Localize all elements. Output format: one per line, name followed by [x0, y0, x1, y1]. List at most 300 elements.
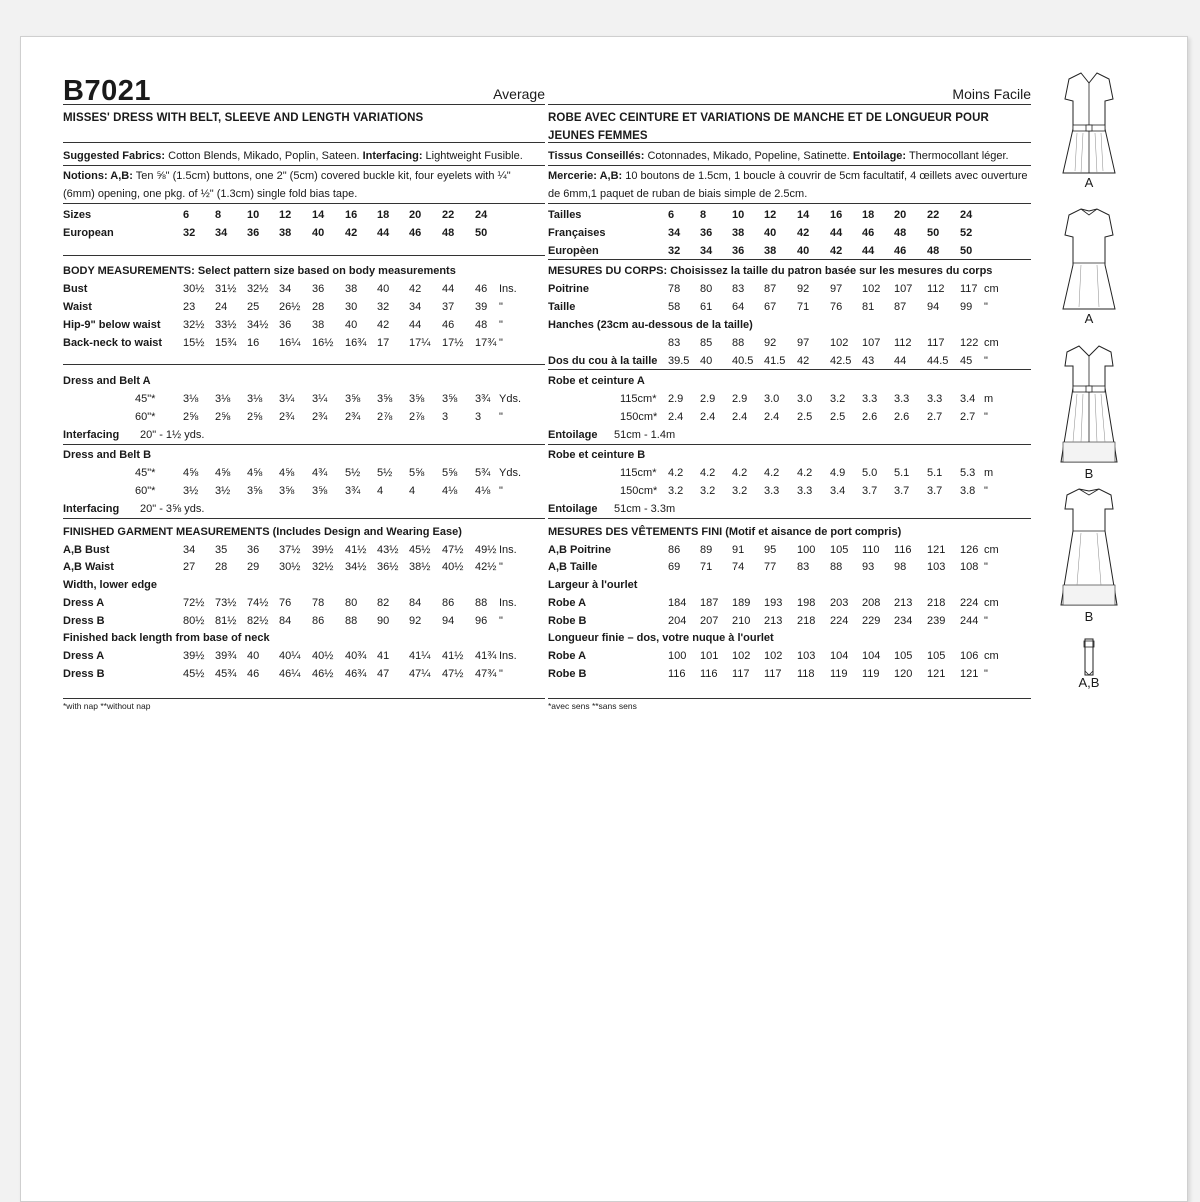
table-cell: 3 [442, 411, 449, 423]
table-cell: 92 [409, 615, 422, 627]
section-title: Finished back length from base of neck [63, 632, 270, 644]
divider [63, 203, 545, 204]
table-cell: 34 [409, 301, 422, 313]
table-cell: 39 [475, 301, 488, 313]
body-row-bust [548, 280, 1031, 298]
fabric-width-label: 60"* [135, 485, 156, 497]
table-cell: 47½ [442, 668, 464, 680]
table-cell: 2⅞ [409, 411, 425, 423]
table-cell: 40½ [312, 650, 334, 662]
unit-label: " [499, 301, 503, 313]
divider [548, 698, 1031, 699]
interfacing-value: 20" - 1½ yds. [140, 429, 205, 441]
table-cell: 18 [862, 209, 875, 221]
table-cell: 4⅝ [279, 467, 295, 479]
unit-label: " [499, 411, 503, 423]
divider [63, 444, 545, 445]
table-cell: 48 [894, 227, 907, 239]
table-cell: 82½ [247, 615, 269, 627]
section-title: Hanches (23cm au-dessous de la taille) [548, 319, 753, 331]
table-cell: 116 [700, 668, 718, 680]
illustration-caption: A [1084, 175, 1094, 190]
table-cell: 3.2 [668, 485, 684, 497]
section-title: Width, lower edge [63, 579, 158, 591]
table-cell: 32 [668, 245, 681, 257]
hip-title [548, 316, 1031, 334]
table-cell: 87 [764, 283, 777, 295]
table-cell: 117 [960, 283, 978, 295]
european-sizes-row [63, 224, 545, 242]
row-label: A,B Taille [548, 561, 598, 573]
length-dress-a-row [63, 647, 545, 665]
table-cell: 121 [927, 668, 946, 680]
table-cell: 38 [764, 245, 777, 257]
table-cell: 116 [894, 544, 912, 556]
row-label: A,B Bust [63, 544, 110, 556]
notions-label: Notions: A,B: [63, 170, 133, 182]
table-cell: 96 [475, 615, 488, 627]
table-cell: 4⅛ [442, 485, 458, 497]
table-cell: 77 [764, 561, 777, 573]
notions-paragraph [548, 167, 1031, 203]
table-cell: 42½ [475, 561, 497, 573]
table-cell: 4.9 [830, 467, 846, 479]
table-cell: 207 [700, 615, 719, 627]
table-cell: 42.5 [830, 355, 852, 367]
finished-waist-row [63, 558, 545, 576]
table-cell: 31½ [215, 283, 237, 295]
table-cell: 44 [442, 283, 455, 295]
length-title [548, 629, 1031, 647]
table-cell: 193 [764, 597, 783, 609]
table-cell: 36½ [377, 561, 399, 573]
table-cell: 80 [700, 283, 713, 295]
table-cell: 15¾ [215, 337, 237, 349]
table-cell: 35 [215, 544, 228, 556]
table-cell: 4.2 [764, 467, 780, 479]
unit-label: m [984, 467, 994, 479]
table-cell: 88 [732, 337, 745, 349]
table-cell: 40¼ [279, 650, 301, 662]
divider [548, 142, 1031, 143]
dress-b-yardage-45 [63, 464, 545, 482]
table-cell: 2.7 [927, 411, 943, 423]
dress-b-yardage-150 [548, 482, 1031, 500]
width-title [63, 576, 545, 594]
table-cell: 40.5 [732, 355, 754, 367]
dress-a-title [548, 372, 1031, 390]
table-cell: 5.0 [862, 467, 878, 479]
table-cell: 76 [830, 301, 843, 313]
body-row-hip [548, 334, 1031, 352]
table-cell: 120 [894, 668, 913, 680]
table-cell: 40¾ [345, 650, 367, 662]
table-cell: 73½ [215, 597, 237, 609]
table-cell: 4 [377, 485, 384, 497]
width-dress-b-row [63, 612, 545, 630]
table-cell: 32 [183, 227, 196, 239]
table-cell: 23 [183, 301, 196, 313]
table-cell: 97 [830, 283, 843, 295]
table-cell: 33½ [215, 319, 237, 331]
table-cell: 47½ [442, 544, 464, 556]
table-cell: 213 [764, 615, 783, 627]
section-title: Robe et ceinture A [548, 375, 645, 387]
table-cell: 4.2 [732, 467, 748, 479]
table-cell: 224 [830, 615, 849, 627]
table-cell: 44 [862, 245, 875, 257]
width-title [548, 576, 1031, 594]
table-cell: 83 [732, 283, 745, 295]
table-cell: 83 [668, 337, 681, 349]
table-cell: 2.6 [894, 411, 910, 423]
table-cell: 3.3 [894, 393, 910, 405]
table-cell: 26½ [279, 301, 301, 313]
table-cell: 5.1 [894, 467, 910, 479]
row-label: Robe B [548, 668, 587, 680]
table-cell: 17½ [442, 337, 464, 349]
unit-label: " [984, 355, 988, 367]
table-cell: 38 [312, 319, 325, 331]
table-cell: 91 [732, 544, 745, 556]
table-cell: 67 [764, 301, 777, 313]
table-cell: 3.3 [764, 485, 780, 497]
interfacing-label: Interfacing [63, 429, 120, 441]
dress-b-yardage-115 [548, 464, 1031, 482]
table-cell: 14 [797, 209, 810, 221]
table-cell: 4⅝ [247, 467, 263, 479]
table-cell: 40 [797, 245, 810, 257]
unit-label: Yds. [499, 393, 522, 405]
table-cell: 203 [830, 597, 849, 609]
table-cell: 5.1 [927, 467, 943, 479]
table-cell: 204 [668, 615, 687, 627]
table-cell: 4.2 [668, 467, 684, 479]
interfacing-label: Entoilage [548, 429, 598, 441]
table-cell: 92 [797, 283, 810, 295]
table-cell: 42 [797, 227, 810, 239]
table-cell: 39¾ [215, 650, 237, 662]
divider [548, 165, 1031, 166]
table-cell: 32½ [247, 283, 269, 295]
unit-label: " [499, 668, 503, 680]
table-cell: 126 [960, 544, 979, 556]
length-robe-b-row [548, 665, 1031, 683]
table-cell: 5¾ [475, 467, 491, 479]
table-cell: 5½ [377, 467, 393, 479]
table-cell: 38 [732, 227, 745, 239]
section-title: BODY MEASUREMENTS: Select pattern size based on body measurements [63, 265, 456, 277]
table-cell: 44 [894, 355, 907, 367]
table-cell: 105 [894, 650, 913, 662]
table-cell: 46½ [312, 668, 334, 680]
table-cell: 47¼ [409, 668, 431, 680]
table-cell: 189 [732, 597, 751, 609]
finished-waist-row [548, 558, 1031, 576]
table-cell: 41.5 [764, 355, 786, 367]
fabric-width-label: 45"* [135, 467, 156, 479]
table-cell: 46 [894, 245, 907, 257]
table-cell: 116 [668, 668, 686, 680]
divider [63, 165, 545, 166]
dress-a-front-illustration [1049, 69, 1129, 190]
table-cell: 2¾ [279, 411, 295, 423]
notions-paragraph [63, 167, 545, 203]
divider [63, 255, 545, 256]
table-cell: 46 [247, 668, 260, 680]
table-cell: 42 [345, 227, 358, 239]
length-title [63, 629, 545, 647]
illustration-caption: A,B [1078, 675, 1100, 690]
table-cell: 69 [668, 561, 681, 573]
length-dress-b-row [63, 665, 545, 683]
section-title: MESURES DU CORPS: Choisissez la taille du patron basée sur les mesures du corps [548, 265, 993, 277]
finished-bust-row [63, 541, 545, 559]
table-cell: 52 [960, 227, 973, 239]
table-cell: 16 [247, 337, 260, 349]
table-cell: 3.3 [797, 485, 813, 497]
table-cell: 50 [960, 245, 973, 257]
dress-front-icon [1059, 69, 1119, 177]
unit-label: cm [984, 337, 999, 349]
dress-a-yardage-60 [63, 408, 545, 426]
fabric-width-label: 150cm* [620, 485, 658, 497]
table-cell: 40½ [442, 561, 464, 573]
table-cell: 5⅝ [409, 467, 425, 479]
fabric-width-label: 150cm* [620, 411, 658, 423]
table-cell: 3.7 [862, 485, 878, 497]
table-cell: 3⅝ [279, 485, 295, 497]
interfacing-value: 51cm - 1.4m [614, 429, 676, 441]
body-row-back-neck [548, 352, 1031, 370]
table-cell: 46 [862, 227, 875, 239]
table-cell: 3.7 [927, 485, 943, 497]
table-cell: 2.4 [764, 411, 780, 423]
table-cell: 3¼ [279, 393, 295, 405]
unit-label: Yds. [499, 467, 522, 479]
body-row-bust [63, 280, 545, 298]
table-cell: 102 [830, 337, 849, 349]
table-cell: 87 [894, 301, 907, 313]
dress-front-icon [1059, 342, 1119, 468]
table-cell: 16¾ [345, 337, 367, 349]
dress-b-title [548, 446, 1031, 464]
table-cell: 3.4 [830, 485, 846, 497]
notions-text: Ten ⅝" (1.5cm) buttons, one 2" (5cm) covered buckle kit, four eyelets with ¼" (6mm) opening, one pkg. of ½" (1.3cm) single fold bias tape. [63, 170, 511, 200]
table-cell: 3.8 [960, 485, 976, 497]
table-cell: 100 [797, 544, 816, 556]
table-cell: 3.7 [894, 485, 910, 497]
unit-label: Ins. [499, 544, 517, 556]
row-label: Waist [63, 301, 92, 313]
row-label: European [63, 227, 114, 239]
table-cell: 3¾ [475, 393, 491, 405]
row-label: A,B Waist [63, 561, 114, 573]
table-cell: 3½ [215, 485, 231, 497]
table-cell: 48 [442, 227, 455, 239]
table-cell: 210 [732, 615, 751, 627]
unit-label: Ins. [499, 597, 517, 609]
table-cell: 88 [345, 615, 358, 627]
table-cell: 72½ [183, 597, 205, 609]
table-cell: 3⅝ [377, 393, 393, 405]
footnote: *with nap **without nap [63, 701, 151, 711]
table-cell: 76 [279, 597, 292, 609]
difficulty-level: Moins Facile [952, 86, 1031, 102]
row-label: Robe A [548, 650, 587, 662]
table-cell: 29 [247, 561, 260, 573]
table-cell: 3.0 [764, 393, 780, 405]
table-cell: 2.5 [830, 411, 846, 423]
table-cell: 20 [894, 209, 907, 221]
row-label: Bust [63, 283, 88, 295]
divider [63, 518, 545, 519]
fabric-width-label: 115cm* [620, 467, 657, 479]
table-cell: 100 [668, 650, 687, 662]
table-cell: 27 [183, 561, 196, 573]
table-cell: 3.2 [732, 485, 748, 497]
table-cell: 32 [377, 301, 390, 313]
table-cell: 80 [345, 597, 358, 609]
table-cell: 16¼ [279, 337, 301, 349]
table-cell: 3⅝ [345, 393, 361, 405]
table-cell: 239 [927, 615, 946, 627]
table-cell: 3⅝ [312, 485, 328, 497]
illustration-caption: A [1084, 311, 1094, 326]
table-cell: 92 [764, 337, 777, 349]
table-cell: 39.5 [668, 355, 690, 367]
unit-label: " [984, 615, 988, 627]
table-cell: 187 [700, 597, 719, 609]
table-cell: 3.0 [797, 393, 813, 405]
table-cell: 2.9 [732, 393, 748, 405]
body-row-waist [63, 298, 545, 316]
dress-back-icon [1059, 485, 1119, 611]
table-cell: 45½ [409, 544, 431, 556]
table-cell: 44 [830, 227, 843, 239]
row-label: Dress A [63, 650, 105, 662]
table-cell: 34 [279, 283, 292, 295]
dress-b-yardage-60 [63, 482, 545, 500]
divider [548, 203, 1031, 204]
table-cell: 3⅛ [247, 393, 263, 405]
table-cell: 4¾ [312, 467, 328, 479]
table-cell: 119 [862, 668, 880, 680]
table-cell: 78 [312, 597, 325, 609]
divider [63, 142, 545, 143]
table-cell: 80½ [183, 615, 205, 627]
row-label: Dress A [63, 597, 105, 609]
dress-b-title [63, 446, 545, 464]
table-cell: 34½ [345, 561, 367, 573]
table-cell: 2⅝ [183, 411, 199, 423]
table-cell: 105 [830, 544, 849, 556]
table-cell: 107 [862, 337, 881, 349]
table-cell: 28 [215, 561, 228, 573]
finished-measurements-title [548, 523, 1031, 541]
table-cell: 32½ [312, 561, 334, 573]
table-cell: 74 [732, 561, 745, 573]
fabric-width-label: 115cm* [620, 393, 657, 405]
table-cell: 117 [732, 668, 750, 680]
dress-a-yardage-150 [548, 408, 1031, 426]
table-cell: 30½ [183, 283, 205, 295]
table-cell: 97 [797, 337, 810, 349]
table-cell: 3.3 [862, 393, 878, 405]
table-cell: 34 [700, 245, 713, 257]
table-cell: 94 [442, 615, 455, 627]
table-cell: 20 [409, 209, 422, 221]
section-title: Largeur à l'ourlet [548, 579, 638, 591]
table-cell: 3.4 [960, 393, 976, 405]
unit-label: Ins. [499, 650, 517, 662]
row-label: Sizes [63, 209, 92, 221]
table-cell: 36 [732, 245, 745, 257]
table-cell: 50 [927, 227, 940, 239]
unit-label: " [984, 485, 988, 497]
table-cell: 40 [700, 355, 713, 367]
table-cell: 103 [797, 650, 816, 662]
table-cell: 36 [279, 319, 292, 331]
notions-label: Mercerie: A,B: [548, 170, 623, 182]
unit-label: m [984, 393, 994, 405]
unit-label: " [499, 337, 503, 349]
table-cell: 3¾ [345, 485, 361, 497]
body-measurements-title [63, 262, 545, 280]
fabrics-line [63, 147, 545, 165]
interfacing-value: 20" - 3⅝ yds. [140, 503, 205, 515]
table-cell: 34 [215, 227, 228, 239]
table-cell: 37½ [279, 544, 301, 556]
table-cell: 41½ [442, 650, 464, 662]
dress-b-back-illustration [1049, 485, 1129, 624]
table-cell: 4.2 [797, 467, 813, 479]
pattern-code: B7021 [63, 75, 151, 107]
divider [63, 364, 545, 365]
table-cell: 42 [409, 283, 422, 295]
divider [548, 369, 1031, 370]
table-cell: 121 [927, 544, 946, 556]
table-cell: 98 [894, 561, 907, 573]
length-robe-a-row [548, 647, 1031, 665]
table-cell: 122 [960, 337, 979, 349]
table-cell: 46 [409, 227, 422, 239]
dress-b-front-illustration [1049, 342, 1129, 481]
table-cell: 46¾ [345, 668, 367, 680]
table-cell: 18 [377, 209, 390, 221]
table-cell: 2⅞ [377, 411, 393, 423]
dress-a-yardage-115 [548, 390, 1031, 408]
row-label: Françaises [548, 227, 606, 239]
table-cell: 16 [830, 209, 843, 221]
table-cell: 5⅝ [442, 467, 458, 479]
table-cell: 4⅛ [475, 485, 491, 497]
fabric-width-label: 60"* [135, 411, 156, 423]
table-cell: 3.3 [927, 393, 943, 405]
table-cell: 3⅝ [247, 485, 263, 497]
table-cell: 45 [960, 355, 973, 367]
table-cell: 244 [960, 615, 979, 627]
table-cell: 86 [312, 615, 325, 627]
fabrics-label: Tissus Conseillés: [548, 150, 645, 162]
table-cell: 40 [247, 650, 260, 662]
table-cell: 28 [312, 301, 325, 313]
table-cell: 40 [764, 227, 777, 239]
table-cell: 4 [409, 485, 416, 497]
unit-label: cm [984, 544, 999, 556]
table-cell: 2¾ [312, 411, 328, 423]
section-title: Robe et ceinture B [548, 449, 646, 461]
